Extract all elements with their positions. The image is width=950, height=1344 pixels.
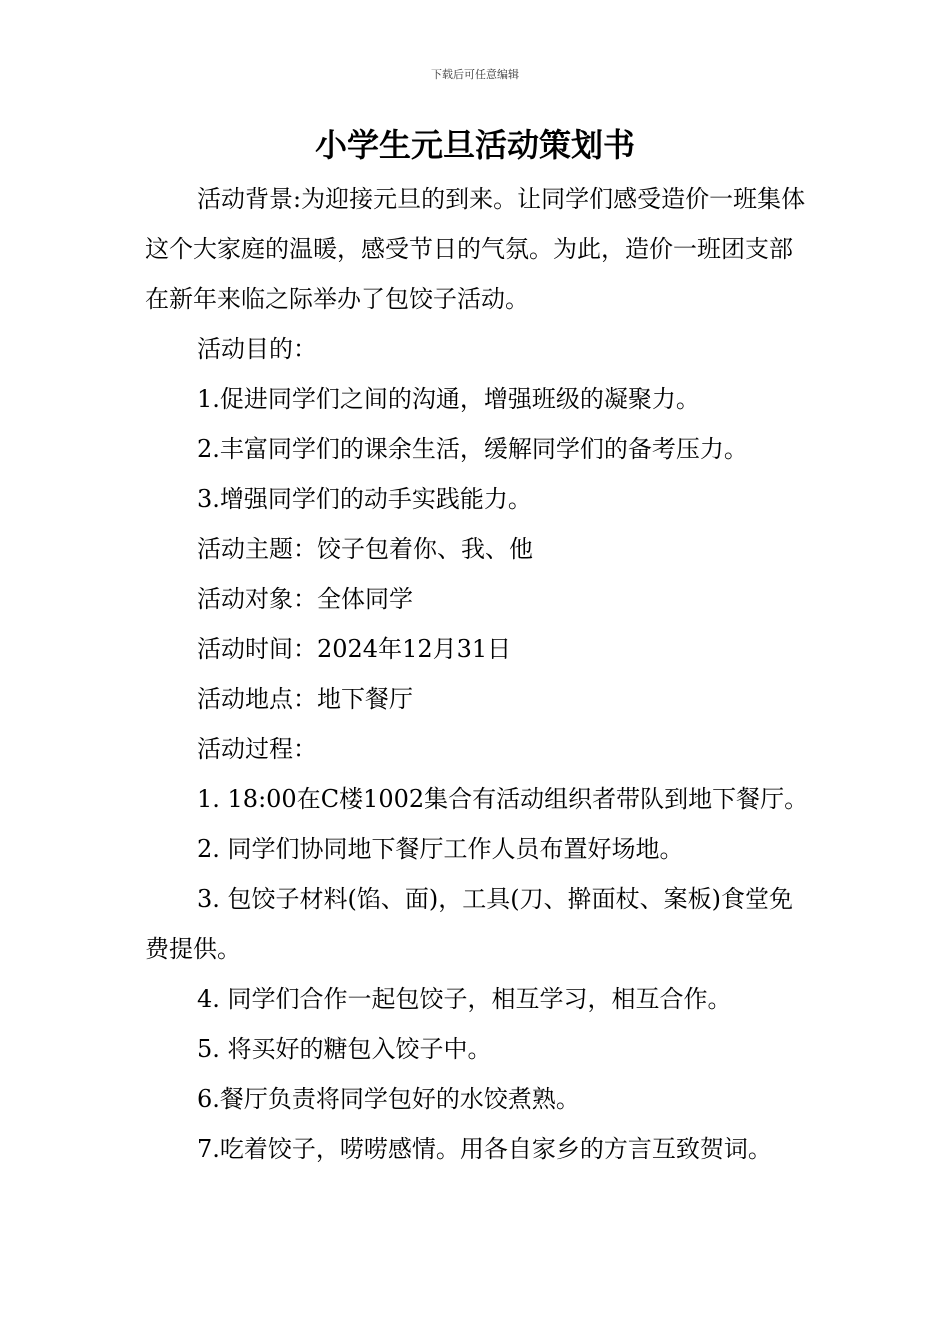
paragraph-process-7: 7.吃着饺子，唠唠感情。用各自家乡的方言互致贺词。 bbox=[197, 1135, 772, 1163]
paragraph-process-heading: 活动过程： bbox=[197, 735, 317, 763]
paragraph-process-4: 4. 同学们合作一起包饺子，相互学习，相互合作。 bbox=[197, 985, 732, 1013]
paragraph-process-5: 5. 将买好的糖包入饺子中。 bbox=[197, 1035, 492, 1063]
document-title: 小学生元旦活动策划书 bbox=[314, 126, 635, 164]
paragraph-process-2: 2. 同学们协同地下餐厅工作人员布置好场地。 bbox=[197, 835, 684, 863]
paragraph-purpose-1: 1.促进同学们之间的沟通，增强班级的凝聚力。 bbox=[197, 385, 700, 413]
paragraph-process-1: 1. 18:00在C楼1002集合有活动组织者带队到地下餐厅。 bbox=[197, 785, 809, 813]
paragraph-purpose-2: 2.丰富同学们的课余生活，缓解同学们的备考压力。 bbox=[197, 435, 748, 463]
paragraph-location: 活动地点：地下餐厅 bbox=[197, 685, 413, 713]
paragraph-background: 活动背景:为迎接元旦的到来。让同学们感受造价一班集体这个大家庭的温暖，感受节日的气氛。为此，造价一班团支部在新年来临之际举办了包饺子活动。 bbox=[145, 185, 806, 313]
paragraph-time: 活动时间：2024年12月31日 bbox=[197, 635, 512, 663]
paragraph-process-3: 3. 包饺子材料(馅、面)，工具(刀、擀面杖、案板)食堂免费提供。 bbox=[145, 885, 793, 963]
header-note: 下载后可任意编辑 bbox=[431, 68, 519, 81]
paragraph-theme: 活动主题：饺子包着你、我、他 bbox=[197, 535, 533, 563]
paragraph-purpose-heading: 活动目的： bbox=[197, 335, 317, 363]
document-body bbox=[145, 174, 810, 1174]
paragraph-audience: 活动对象：全体同学 bbox=[197, 585, 413, 613]
paragraph-purpose-3: 3.增强同学们的动手实践能力。 bbox=[197, 485, 532, 513]
paragraph-process-6: 6.餐厅负责将同学包好的水饺煮熟。 bbox=[197, 1085, 580, 1113]
